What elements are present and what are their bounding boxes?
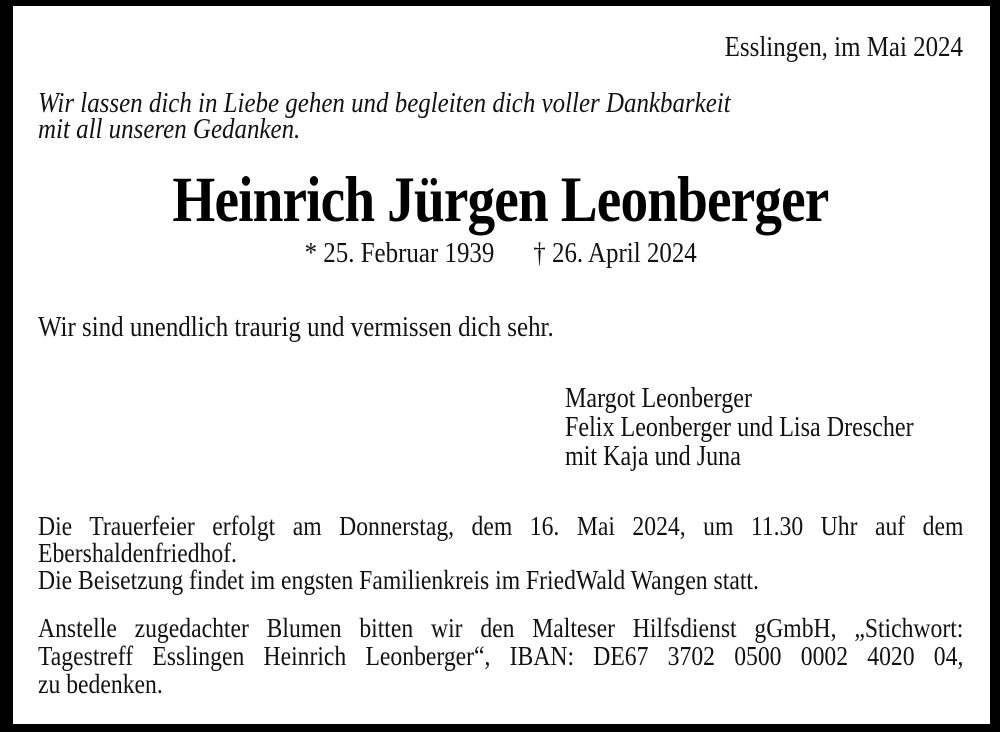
epigraph <box>38 87 731 145</box>
donation-line: Tagestreff Esslingen Heinrich Leonberger“, IBAN: DE67 3702 0500 0002 4020 04, <box>38 640 964 671</box>
mourner-line: Felix Leonberger und Lisa Drescher <box>565 412 914 443</box>
epigraph-line: Wir lassen dich in Liebe gehen und begleiten dich voller Dankbarkeit <box>38 87 731 119</box>
funeral-paragraph <box>38 512 963 593</box>
deceased-name: Heinrich Jürgen Leonberger <box>172 164 829 236</box>
donation-line: zu bedenken. <box>38 668 163 699</box>
donation-paragraph <box>38 614 963 698</box>
mourner-line: mit Kaja und Juna <box>565 441 741 472</box>
funeral-line: Ebershaldenfriedhof. <box>38 537 237 568</box>
epigraph-line: mit all unseren Gedanken. <box>38 113 301 145</box>
birth-date: * 25. Februar 1939 <box>304 237 495 269</box>
notice-sheet <box>13 6 990 724</box>
mourner-line: Margot Leonberger <box>565 383 753 414</box>
donation-line: Anstelle zugedachter Blumen bitten wir den Malteser Hilfsdienst gGmbH, „Stichwort: <box>38 612 964 643</box>
life-dates <box>38 239 963 268</box>
sorrow-line: Wir sind unendlich traurig und vermissen dich sehr. <box>38 311 554 343</box>
funeral-line: Die Trauerfeier erfolgt am Donnerstag, dem 16. Mai 2024, um 11.30 Uhr auf dem <box>38 510 964 541</box>
funeral-line: Die Beisetzung findet im engsten Familienkreis im FriedWald Wangen statt. <box>38 564 759 595</box>
death-date: † 26. April 2024 <box>533 237 697 269</box>
mourners-block <box>565 384 914 471</box>
dateline: Esslingen, im Mai 2024 <box>724 31 963 63</box>
